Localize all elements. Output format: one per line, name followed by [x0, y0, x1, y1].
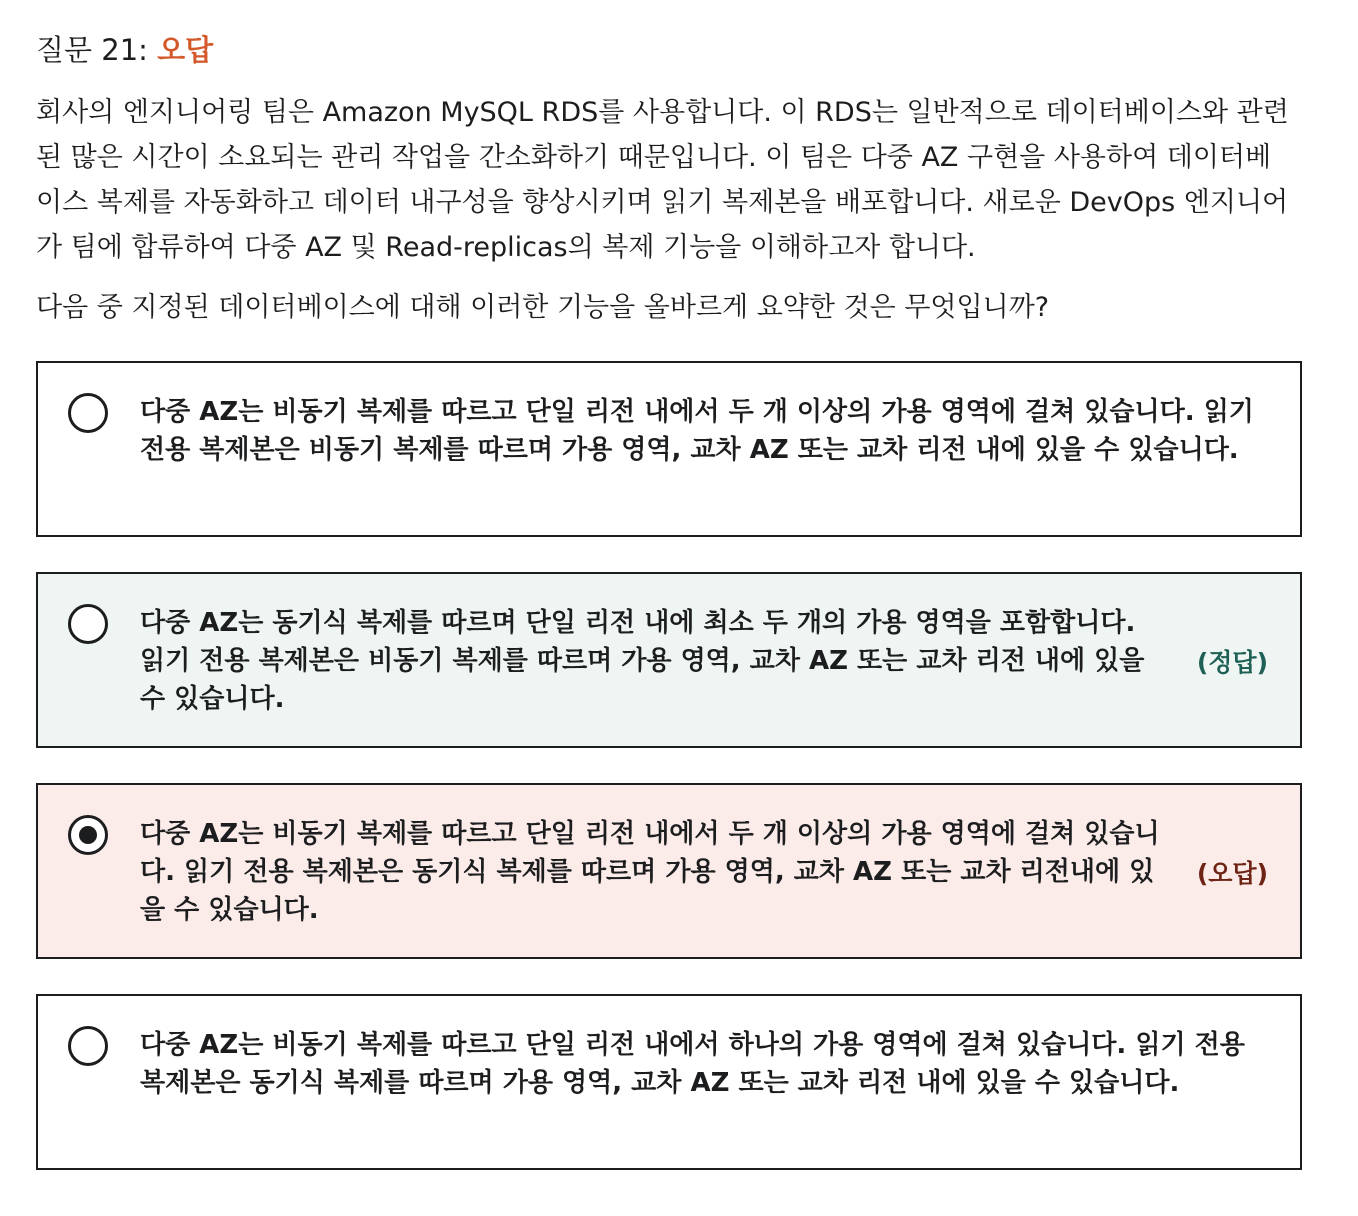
answer-option-3[interactable] — [36, 783, 1302, 959]
answer-option-text: 다중 AZ는 동기식 복제를 따르며 단일 리전 내에 최소 두 개의 가용 영역을 포함합니다. 읽기 전용 복제본은 비동기 복제를 따르며 가용 영역, 교차 AZ 또는 교차 리전 내에 있을 수 있습니다. — [140, 608, 1145, 714]
radio-selected-icon[interactable] — [68, 815, 108, 855]
question-status: 오답 — [157, 33, 214, 67]
answer-option-text: 다중 AZ는 비동기 복제를 따르고 단일 리전 내에서 두 개 이상의 가용 영역에 걸쳐 있습니다. 읽기 전용 복제본은 동기식 복제를 따르며 가용 영역, 교차 AZ 또는 교차 리전내에 있을 수 있습니다. — [140, 819, 1160, 925]
wrong-answer-badge: (오답) — [1196, 859, 1268, 888]
radio-unselected-icon[interactable] — [68, 1026, 108, 1066]
answer-option-text: 다중 AZ는 비동기 복제를 따르고 단일 리전 내에서 하나의 가용 영역에 걸쳐 있습니다. 읽기 전용 복제본은 동기식 복제를 따르며 가용 영역, 교차 AZ 또는 교차 리전 내에 있을 수 있습니다. — [140, 1030, 1245, 1098]
question-sub-prompt: 다음 중 지정된 데이터베이스에 대해 이러한 기능을 올바르게 요약한 것은 무엇입니까? — [36, 292, 1050, 323]
correct-answer-badge: (정답) — [1196, 648, 1268, 677]
answer-option-1[interactable] — [36, 361, 1302, 537]
question-prompt: 회사의 엔지니어링 팀은 Amazon MySQL RDS를 사용합니다. 이 RDS는 일반적으로 데이터베이스와 관련된 많은 시간이 소요되는 관리 작업을 간소화하기 때문입니다. 이 팀은 다중 AZ 구현을 사용하여 데이터베이스 복제를 자동화하고 데이터 내구성을 향상시키며 읽기 복제본을 배포합니다. 새로운 DevOps 엔지니어가 팀에 합류하여 다중 AZ 및 Read-replicas의 복제 기능을 이해하고자 합니다. — [36, 97, 1289, 263]
answer-option-4[interactable] — [36, 994, 1302, 1170]
question-number: 질문 21: — [36, 33, 148, 67]
radio-unselected-icon[interactable] — [68, 393, 108, 433]
answer-option-text: 다중 AZ는 비동기 복제를 따르고 단일 리전 내에서 두 개 이상의 가용 영역에 걸쳐 있습니다. 읽기 전용 복제본은 비동기 복제를 따르며 가용 영역, 교차 AZ 또는 교차 리전 내에 있을 수 있습니다. — [140, 397, 1254, 465]
radio-unselected-icon[interactable] — [68, 604, 108, 644]
question-header — [36, 30, 213, 70]
answer-option-2[interactable] — [36, 572, 1302, 748]
